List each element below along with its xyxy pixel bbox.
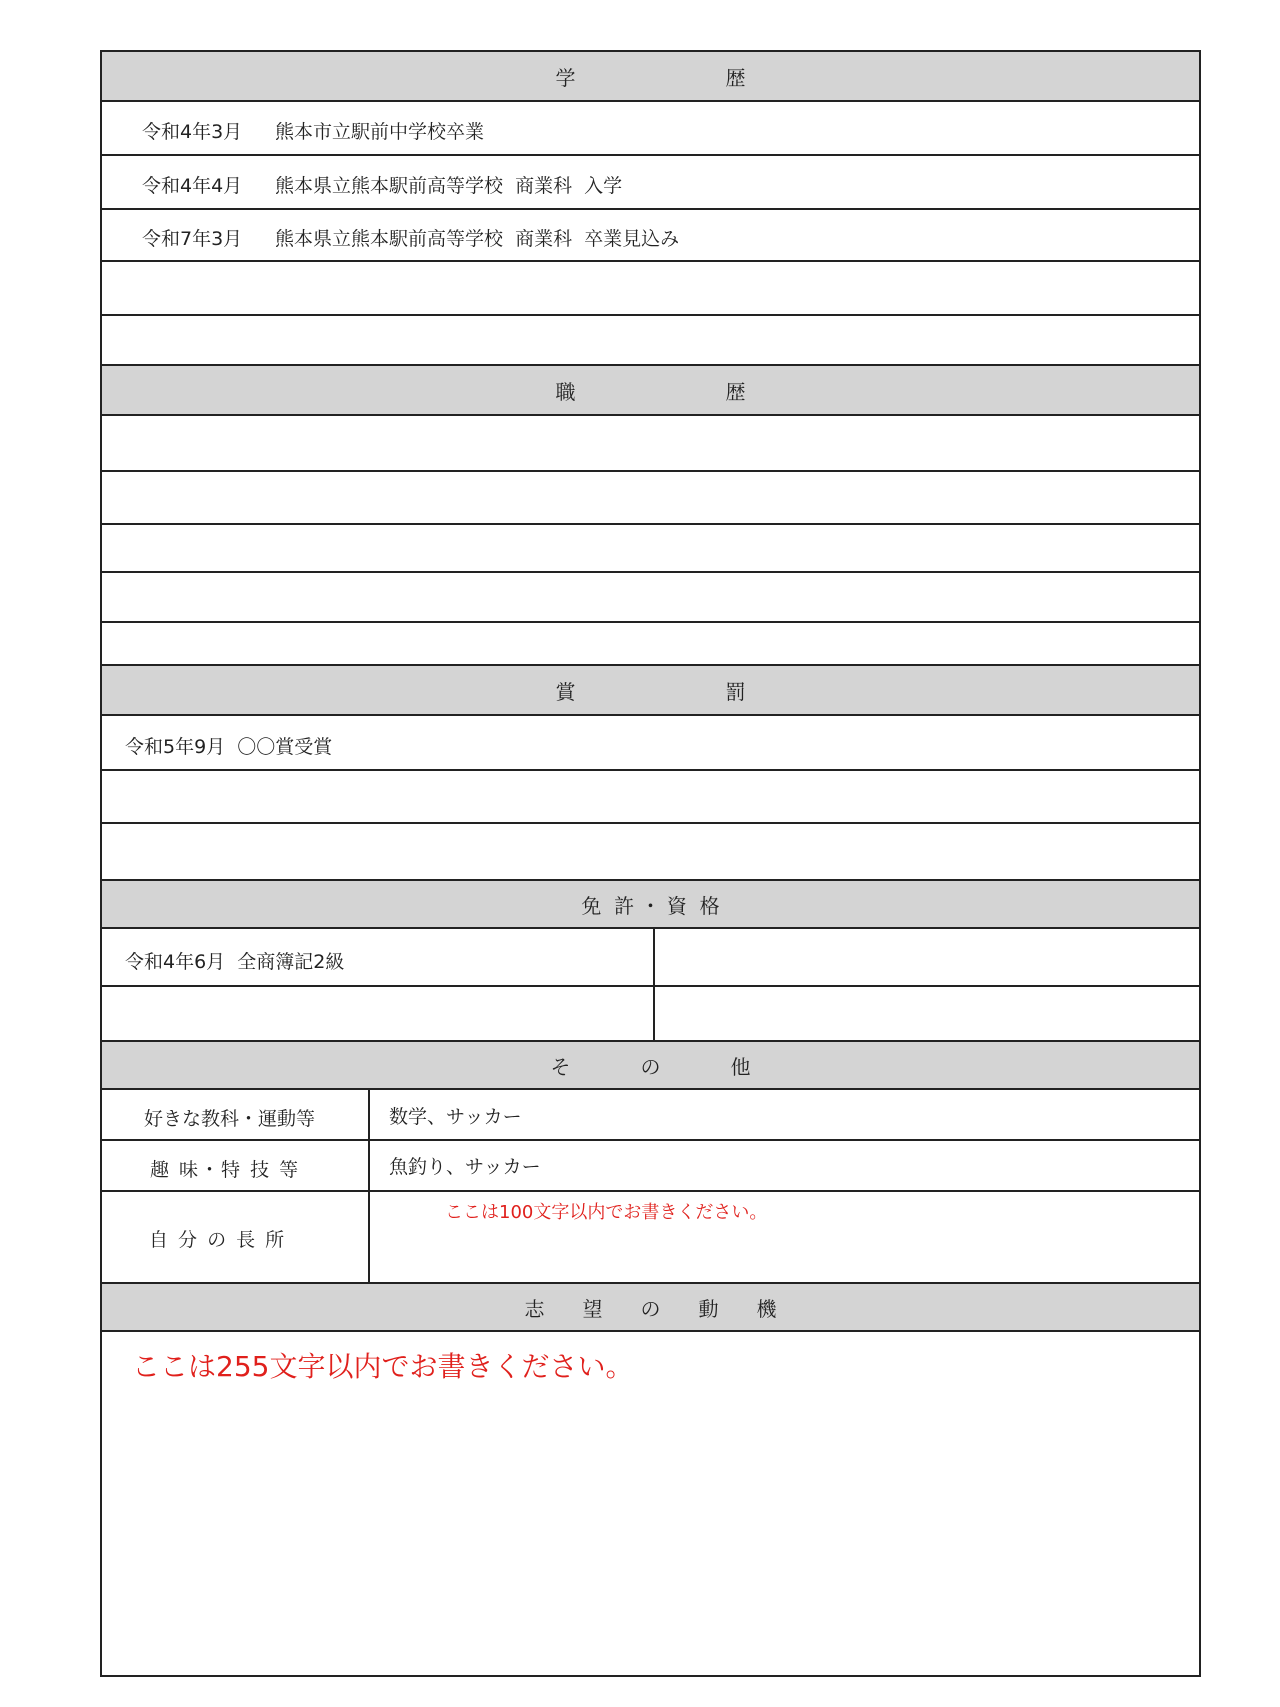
work-row-4	[102, 573, 1199, 623]
resume-form	[100, 50, 1201, 1677]
other-row-3	[102, 1192, 1199, 1284]
motivation-header-char-3: の	[640, 1296, 661, 1321]
work-row-1	[102, 416, 1199, 472]
other-label: 趣 味・特 技 等	[150, 1159, 301, 1181]
strengths-instruction: ここは100文字以内でお書きください。	[445, 1202, 768, 1223]
other-header	[102, 1042, 1199, 1090]
awards-header	[102, 666, 1199, 716]
education-row-3	[102, 210, 1199, 262]
licenses-row-2	[102, 987, 1199, 1042]
other-header-char-3: 他	[730, 1054, 751, 1079]
education-date: 令和4年4月	[142, 175, 243, 197]
work-row-5	[102, 623, 1199, 666]
licenses-row-1	[102, 929, 1199, 987]
licenses-header-text: 免 許 ・ 資 格	[581, 893, 720, 918]
education-date: 令和7年3月	[142, 228, 243, 250]
education-header	[102, 52, 1199, 102]
education-row-2	[102, 156, 1199, 210]
motivation-header-char-2: 望	[582, 1296, 603, 1321]
education-entry: 熊本市立駅前中学校卒業	[275, 121, 485, 143]
motivation-header	[102, 1284, 1199, 1332]
motivation-header-char-1: 志	[524, 1296, 545, 1321]
other-header-char-2: の	[640, 1054, 661, 1079]
awards-row-3	[102, 824, 1199, 881]
license-entry: 令和4年6月 全商簿記2級	[125, 951, 345, 973]
work-header-char-1: 職	[555, 379, 576, 404]
work-header-char-2: 歴	[725, 379, 746, 404]
work-row-3	[102, 525, 1199, 573]
work-header	[102, 366, 1199, 416]
licenses-header	[102, 881, 1199, 929]
education-row-1	[102, 102, 1199, 156]
other-header-char-1: そ	[550, 1054, 571, 1079]
education-header-char-1: 学	[555, 65, 576, 90]
awards-header-char-2: 罰	[725, 679, 746, 704]
licenses-column-divider	[653, 929, 655, 1042]
motivation-instruction: ここは255文字以内でお書きください。	[132, 1350, 634, 1383]
other-row-1	[102, 1090, 1199, 1141]
education-entry: 熊本県立熊本駅前高等学校 商業科 入学	[275, 175, 623, 197]
education-date: 令和4年3月	[142, 121, 243, 143]
education-header-char-2: 歴	[725, 65, 746, 90]
other-value: 数学、サッカー	[389, 1106, 522, 1128]
awards-row-2	[102, 771, 1199, 824]
awards-header-char-1: 賞	[555, 679, 576, 704]
motivation-body	[102, 1332, 1199, 1675]
education-row-4	[102, 262, 1199, 316]
other-row-2	[102, 1141, 1199, 1192]
education-row-5	[102, 316, 1199, 366]
work-row-2	[102, 472, 1199, 525]
other-value: 魚釣り、サッカー	[389, 1156, 541, 1178]
other-label: 好きな教科・運動等	[144, 1108, 316, 1130]
education-entry: 熊本県立熊本駅前高等学校 商業科 卒業見込み	[275, 228, 680, 250]
motivation-header-char-5: 機	[756, 1296, 777, 1321]
awards-entry: 令和5年9月 〇〇賞受賞	[125, 736, 333, 758]
other-label: 自 分 の 長 所	[149, 1229, 287, 1251]
awards-row-1	[102, 716, 1199, 771]
other-column-divider	[368, 1090, 370, 1284]
motivation-header-char-4: 動	[698, 1296, 719, 1321]
